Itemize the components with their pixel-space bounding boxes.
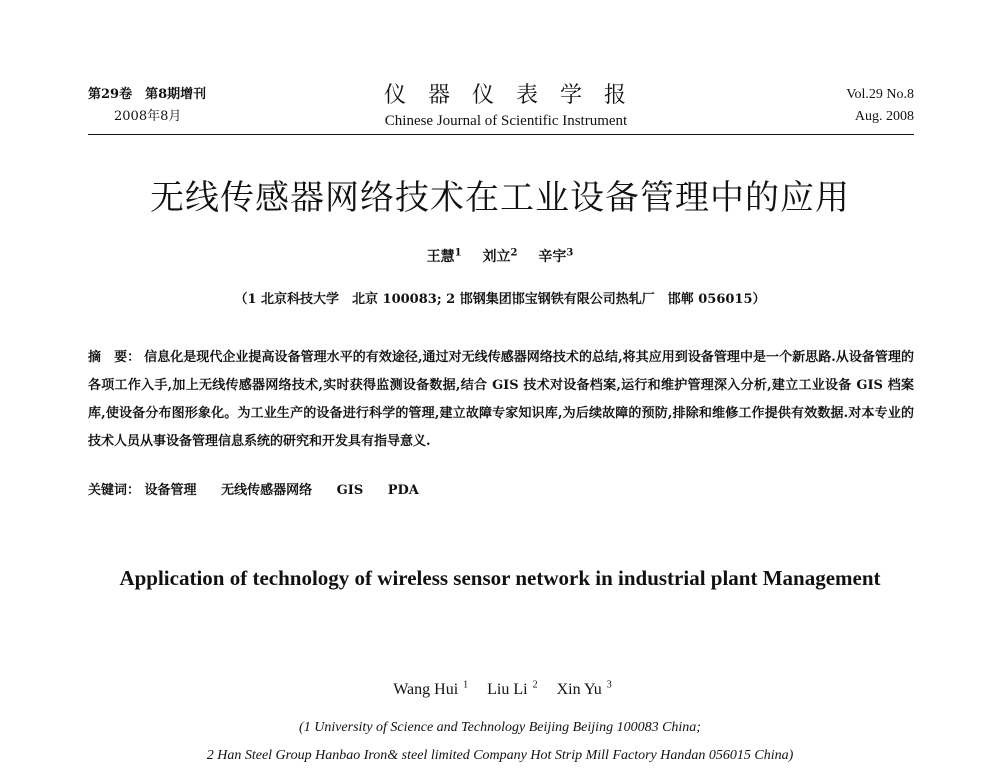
header-left <box>88 84 206 128</box>
header-center <box>356 84 656 132</box>
affiliation-en-line: (1 University of Science and Technology Beijing Beijing 100083 China; <box>299 720 701 735</box>
volume-issue-en: Vol.29 No.8 <box>846 87 914 102</box>
keywords <box>88 480 914 502</box>
date-en: Aug. 2008 <box>854 109 914 124</box>
keyword: GIS <box>336 483 364 498</box>
author-cn: 刘立$^2$ <box>482 247 518 265</box>
author-cn: 王慧$^1$ <box>426 247 462 265</box>
keywords-label: 关键词： <box>88 483 141 498</box>
affiliation-en <box>0 714 1000 770</box>
keyword: 设备管理 <box>144 483 197 498</box>
abstract <box>88 344 914 456</box>
authors-cn <box>0 246 1000 266</box>
header-rule <box>88 134 914 135</box>
author-cn: 辛宇$^3$ <box>538 247 574 265</box>
author-en: Xin Yu $^3$ <box>556 680 612 699</box>
affiliation-cn: （1 北京科技大学 北京 100083; 2 邯钢集团邯宝钢铁有限公司热轧厂 邯郸 056015） <box>234 292 766 307</box>
author-en: Liu Li $^2$ <box>487 680 538 699</box>
journal-header <box>88 84 914 138</box>
authors-en <box>0 680 1000 699</box>
affiliation-en-line: 2 Han Steel Group Hanbao Iron& steel limited Company Hot Strip Mill Factory Handan 056015 China) <box>206 748 794 763</box>
keyword: PDA <box>387 483 419 498</box>
journal-name-en: Chinese Journal of Scientific Instrument <box>384 113 628 129</box>
abstract-text: 信息化是现代企业提高设备管理水平的有效途径,通过对无线传感器网络技术的总结,将其应用到设备管理中是一个新思路.从设备管理的各项工作入手,加上无线传感器网络技术,实时获得监测设备数据,结合 GIS 技术对设备档案,运行和维护管理深入分析,建立工业设备 GIS 档案库,使设备分布图形象化。为工业生产的设备进行科学的管理,建立故障专家知识库,为后续故障的预防,排除和维修工作提供有效数据.对本专业的技术人员从事设备管理信息系统的研究和开发具有指导意义. <box>88 350 914 449</box>
paper-title-en: Application of technology of wireless sensor network in industrial plant Management <box>119 566 881 590</box>
author-en: Wang Hui $^1$ <box>393 680 469 699</box>
header-right <box>846 84 914 128</box>
abstract-label: 摘 要： <box>88 350 141 365</box>
date-cn: 2008年8月 <box>114 109 182 124</box>
journal-name-cn: 仪器仪表学报 <box>383 83 648 108</box>
keyword: 无线传感器网络 <box>221 483 313 498</box>
paper-title-cn: 无线传感器网络技术在工业设备管理中的应用 <box>150 178 850 218</box>
volume-issue-cn: 第29卷 第8期增刊 <box>88 87 207 102</box>
